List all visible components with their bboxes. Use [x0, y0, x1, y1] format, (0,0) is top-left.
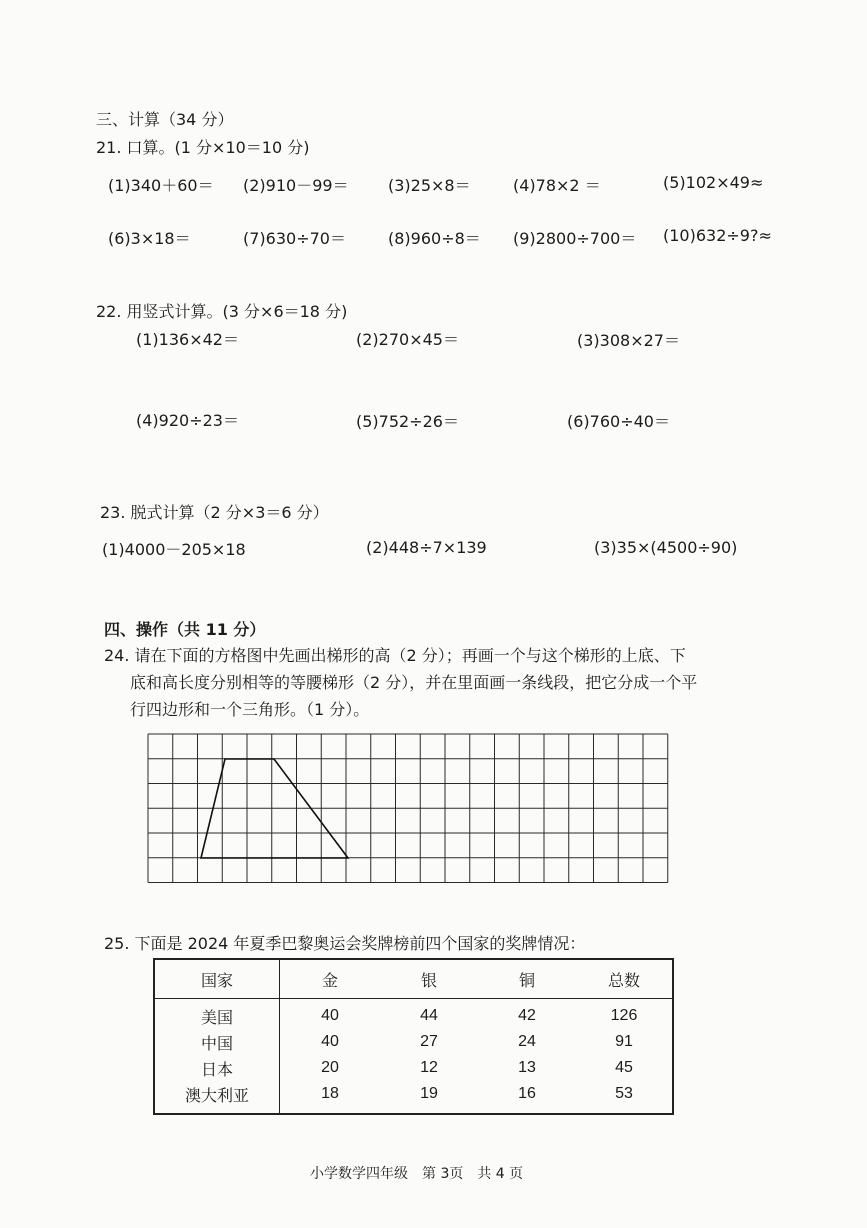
cell-bronze: 42 — [518, 1007, 536, 1024]
section-4-heading: 四、操作（共 11 分） — [104, 620, 266, 639]
q23-title: 23. 脱式计算（2 分×3＝6 分） — [100, 503, 329, 522]
q21-item: (5)102×49≈ — [663, 173, 764, 192]
table-row — [155, 1029, 672, 1055]
section-3-heading: 三、计算（34 分） — [96, 110, 234, 129]
table-row — [155, 1081, 672, 1113]
header-country: 国家 — [155, 960, 280, 999]
header-total: 总数 — [576, 960, 672, 999]
q24-instructions — [104, 642, 764, 723]
cell-bronze: 16 — [518, 1085, 536, 1102]
table-row — [155, 1055, 672, 1081]
cell-country: 中国 — [155, 1029, 280, 1055]
medal-table-box — [153, 958, 674, 1115]
q21-item: (8)960÷8＝ — [388, 229, 481, 248]
q25-intro: 25. 下面是 2024 年夏季巴黎奥运会奖牌榜前四个国家的奖牌情况： — [104, 934, 586, 953]
q22-item: (6)760÷40＝ — [567, 412, 670, 431]
q22-title: 22. 用竖式计算。(3 分×6＝18 分) — [96, 302, 348, 321]
q21-item: (10)632÷9?≈ — [663, 226, 772, 245]
q21-item: (1)340＋60＝ — [108, 176, 214, 195]
cell-total: 53 — [615, 1085, 633, 1102]
q22-item: (1)136×42＝ — [136, 330, 239, 349]
page-footer: 小学数学四年级 第 3页 共 4 页 — [310, 1166, 524, 1182]
q23-item: (3)35×(4500÷90) — [594, 538, 738, 557]
table-header-row — [155, 960, 672, 999]
q22-item: (4)920÷23＝ — [136, 411, 239, 430]
q21-item: (9)2800÷700＝ — [513, 229, 637, 248]
q24-line: 24. 请在下面的方格图中先画出梯形的高（2 分）；再画一个与这个梯形的上底、下 — [104, 646, 686, 665]
cell-total: 126 — [610, 1007, 638, 1024]
medal-table — [155, 960, 672, 1113]
q21-item: (2)910－99＝ — [243, 176, 349, 195]
q24-line: 行四边形和一个三角形。（1 分）。 — [130, 700, 370, 719]
q23-item: (2)448÷7×139 — [366, 538, 487, 557]
q21-item: (7)630÷70＝ — [243, 229, 346, 248]
q23-item: (1)4000－205×18 — [102, 540, 246, 559]
cell-silver: 27 — [420, 1033, 438, 1050]
q22-item: (5)752÷26＝ — [356, 412, 459, 431]
cell-country: 日本 — [155, 1055, 280, 1081]
q21-item: (3)25×8＝ — [388, 176, 471, 195]
cell-silver: 19 — [420, 1085, 438, 1102]
q22-item: (2)270×45＝ — [356, 330, 459, 349]
cell-bronze: 13 — [518, 1059, 536, 1076]
cell-total: 45 — [615, 1059, 633, 1076]
header-silver: 银 — [380, 960, 478, 999]
cell-silver: 44 — [420, 1007, 438, 1024]
q21-title: 21. 口算。(1 分×10＝10 分) — [96, 138, 310, 157]
cell-total: 91 — [615, 1033, 633, 1050]
header-bronze: 铜 — [478, 960, 576, 999]
grid-drawing — [140, 730, 680, 890]
cell-bronze: 24 — [518, 1033, 536, 1050]
header-gold: 金 — [280, 960, 381, 999]
cell-country: 美国 — [155, 999, 280, 1030]
q22-item: (3)308×27＝ — [577, 331, 680, 350]
cell-gold: 18 — [321, 1085, 339, 1102]
cell-gold: 40 — [321, 1033, 339, 1050]
table-row — [155, 999, 672, 1030]
q21-item: (6)3×18＝ — [108, 229, 191, 248]
cell-silver: 12 — [420, 1059, 438, 1076]
cell-gold: 40 — [321, 1007, 339, 1024]
q24-line: 底和高长度分别相等的等腰梯形（2 分），并在里面画一条线段，把它分成一个平 — [130, 673, 698, 692]
cell-gold: 20 — [321, 1059, 339, 1076]
cell-country: 澳大利亚 — [155, 1081, 280, 1113]
q21-item: (4)78×2 ＝ — [513, 176, 601, 195]
square-grid — [148, 734, 668, 883]
